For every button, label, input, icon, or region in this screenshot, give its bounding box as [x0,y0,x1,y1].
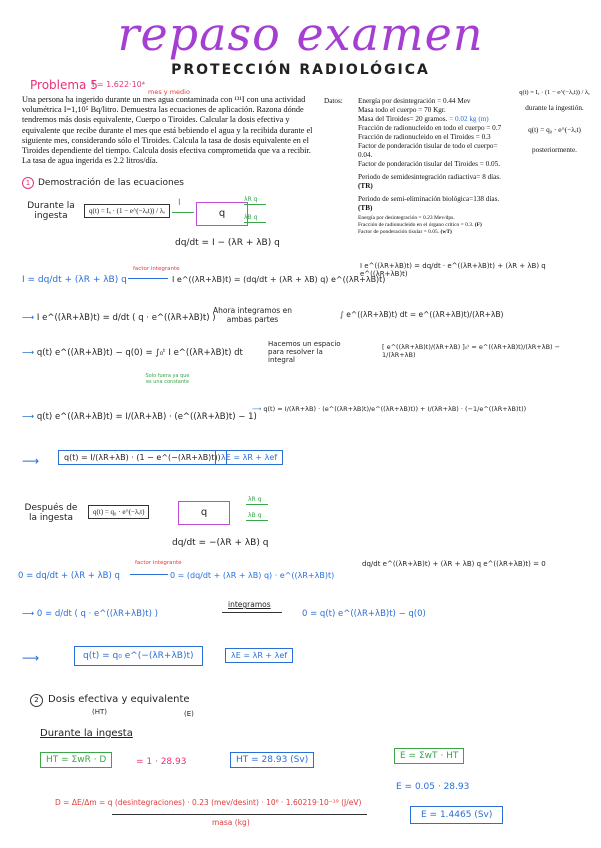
diagram-out-arrow-1 [244,204,266,205]
arrow-6 [222,612,282,613]
eq-line6: ⟶ 0 = d/dt ( q · e^((λR+λB)t) ) [22,609,158,619]
diagram2-lamB: λB q [248,512,262,519]
datos-line: Energía por desintegración = 0.23 Mev/dps. [358,215,455,221]
result-during: q(t) = I/(λR+λB) · (1 − e^(−(λR+λB)t)) [58,450,227,465]
diagram-q-box-2: q [178,501,230,525]
datos-line: Masa del Tiroides= 20 gramos. = 0.02 kg (m) [358,115,489,123]
e-result: E = 1.4465 (Sv) [410,806,503,824]
section2-heading: 2 Dosis efectiva y equivalente [30,694,190,707]
datos-line: Energía por desintegración = 0.44 Mev [358,97,471,105]
diagram-input-label: I [178,198,181,208]
eq-line1-right: I e^((λR+λB)t) = dq/dt · e^((λR+λB)t) + (λR + λB) q e^((λR+λB)t) [360,262,546,278]
diagram2-out-arrow-2 [246,520,268,521]
eq-line1-left: I = dq/dt + (λR + λB) q [22,275,127,285]
diagram2-lamR: λR q [248,496,262,503]
side-formula-2: q(t) = q₀ · e^(−λₑt) [528,126,581,134]
d-fraction-bar [112,814,367,815]
datos-label: Datos: [324,97,343,105]
datos-line: Periodo de semi-eliminación biológica=138 días. (TB) [358,195,500,212]
datos-line: Fracción de radionucleido en el Tiroides = 0.3 [358,133,491,141]
ode-during: dq/dt = I − (λR + λB) q [175,238,280,248]
datos-line: Factor de ponderación tisular de todo el cuerpo= 0.04. [358,142,498,159]
ht-tag: (HT) [92,708,108,716]
page-title: repaso examen [117,7,484,61]
side-caption-2: posteriormente. [532,146,577,154]
diagram2-out-arrow-1 [246,504,268,505]
d-formula: D = ΔE/Δm = q (desintegraciones) · 0.23 (mev/desint) · 10⁶ · 1.60219·10⁻¹⁹ (J/eV) [55,798,362,807]
diagram-lamR: λR q [244,196,258,203]
ahora-note: Ahora integramos en ambas partes [213,306,292,324]
e-formula: E = ΣwT · HT [394,748,464,764]
factor-integrante-note-2: factor integrante [135,560,182,566]
page-subtitle: PROTECCIÓN RADIOLÓGICA [171,62,430,78]
arrow-result-2: ⟶ [22,651,40,665]
datos-list [358,97,508,236]
ht-formula: HT = ΣwR · D [40,752,112,768]
factor-integrante-note: factor integrante [133,266,180,272]
arrow-1 [128,278,168,279]
datos-line: Fracción de radionucleido en el órgano crítico = 0.3. (F) [358,222,482,228]
datos-line: Periodo de semidesintegración radiactiva= 8 días. (TR) [358,173,501,190]
eq-line5-mid: 0 = (dq/dt + (λR + λB) q) · e^((λR+λB)t) [170,571,335,580]
ode-after: dq/dt = −(λR + λB) q [172,538,269,548]
datos-line: Factor de ponderación tisular del Tiroides = 0.05. [358,160,500,168]
problem-label: Problema 5 [30,78,98,92]
side-formula-1: q(t) = Iₐ · (1 − e^(−λₑt)) / λₑ [519,89,590,96]
durante-formula-box: q(t) = Iₐ · (1 − e^(−λₑt)) / λₑ [84,204,170,218]
problem-note-I: I = 1.622·10⁴ [92,80,145,89]
eq-line2-right: ∫ e^((λR+λB)t) dt = e^((λR+λB)t)/(λR+λB) [340,310,504,319]
e-tag: (E) [184,710,194,718]
eq-line6-right: 0 = q(t) e^((λR+λB)t) − q(0) [302,609,426,619]
datos-line: Masa todo el cuerpo = 70 Kgr. [358,106,446,114]
section1-heading: 1 Demostración de las ecuaciones [22,177,184,189]
solo-fuera-note: Solo fuera ya que es una constante [145,373,190,385]
section-number: 1 [22,177,34,189]
lambda-effective-2: λE = λR + λef [225,648,293,663]
diagram-lamB: λB q [244,214,258,221]
integramos-note: integramos [228,600,271,609]
eq-line1-mid: I e^((λR+λB)t) = (dq/dt + (λR + λB) q) e^((λR+λB)t) [172,275,386,284]
problem-note-mes: mes y medio [148,88,190,96]
eq-line5-right: dq/dt e^((λR+λB)t) + (λR + λB) q e^((λR+λB)t) = 0 [362,560,546,568]
despues-label: Después de la ingesta [24,503,78,523]
ht-result: HT = 28.93 (Sv) [230,752,314,768]
eq-line5-left: 0 = dq/dt + (λR + λB) q [18,571,120,581]
hacemos-note: Hacemos un espacio para resolver la integral [268,340,341,364]
despues-formula-box: q(t) = q₀ · e^(−λₑt) [88,505,149,519]
d-denominator: masa (kg) [212,818,250,827]
diagram-q-box: q [196,202,248,226]
arrow-5 [130,574,168,575]
datos-line: Fracción de radionucleido en todo el cuerpo = 0.7 [358,124,502,132]
arrow-result: ⟶ [22,454,40,468]
durante-label: Durante la ingesta [27,201,75,221]
eq-line3-right: [ e^((λR+λB)t)/(λR+λB) ]₀ᵗ = e^((λR+λB)t)/(λR+λB) − 1/(λR+λB) [382,343,561,359]
diagram-out-arrow-2 [244,222,266,223]
ht-calc: = 1 · 28.93 [136,757,187,767]
e-calc: E = 0.05 · 28.93 [396,782,470,792]
durante-ingesta-heading: Durante la ingesta [40,728,133,739]
section-number: 2 [30,694,43,707]
result-after: q(t) = q₀ e^(−(λR+λB)t) [74,646,203,666]
eq-line4: ⟶ q(t) e^((λR+λB)t) = I/(λR+λB) · (e^((λR+λB)t) − 1) [22,412,257,422]
eq-line3-left: ⟶ q(t) e^((λR+λB)t) − q(0) = ∫₀ᵗ I e^((λR+λB)t) dt [22,348,243,358]
eq-line4-right: ⟶ q(t) = I/(λR+λB) · (e^((λR+λB)t)/e^((λR+λB)t)) + I/(λR+λB) · (−1/e^((λR+λB)t)) [252,405,527,413]
datos-line: Factor de ponderación tisular = 0.05. (wT) [358,229,452,235]
problem-text: Una persona ha ingerido durante un mes agua contaminada con ¹³¹I con una actividad volumétrica I=1,10⁵ Bq/litro. Demuestra las ecuaciones de aplicación. Razona dónde tendremos más dosis equivalente, Cuerpo o Tiroides. Calcular la dosis efectiva y equivalente que recibe durante el mes que está bebiendo el agua y la recibida durante el siguiente mes, considerando sólo el Tiroides. Calcula la tasa de dosis equivalente en el Tiroides dependiente del tiempo. Calcula dosis efectiva comprometida que va a recibir. La tasa de agua ingerida es 2.2 litros/día. [22,95,313,166]
side-caption-1: durante la ingestión. [525,104,584,112]
eq-line2-left: ⟶ I e^((λR+λB)t) = d/dt ( q · e^((λR+λB)t) ) [22,313,216,323]
lambda-effective: λE = λR + λef [215,450,283,465]
diagram-input-arrow [172,212,194,213]
